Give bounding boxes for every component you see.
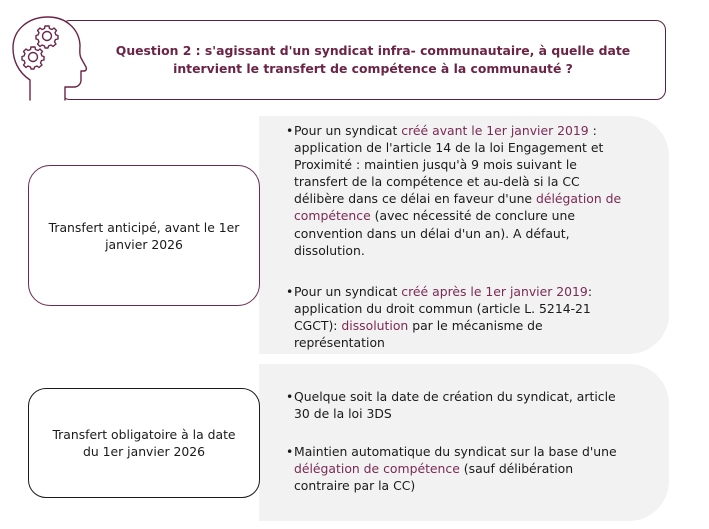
highlight-segment: délégation de compétence	[294, 461, 460, 477]
text-segment: (sauf délibération contraire par la CC)	[294, 461, 574, 494]
stage-label: Transfert obligatoire à la date du 1er janvier 2026	[52, 427, 236, 459]
bullet-icon: •	[286, 283, 294, 299]
text-segment: : application de l'article 14 de la loi Engagement et Proximité : maintien jusqu'à 9 mois suivant le transfert de la compétence et au-delà si la CC délibère dans ce délai en faveur d'une	[294, 123, 604, 207]
bullet-item	[259, 283, 669, 351]
stage-box-mandatory	[28, 388, 260, 498]
head-gears-icon	[10, 14, 88, 102]
highlight-segment: créé avant le 1er janvier 2019	[401, 123, 589, 138]
text-segment: (avec nécessité de conclure une convention dans un délai d'un an). A défaut, dissolution.	[294, 208, 575, 258]
text-segment: par le mécanisme de représentation	[294, 317, 543, 351]
bullet-list	[259, 122, 669, 351]
question-text: Question 2 : s'agissant d'un syndicat infra- communautaire, à quelle date intervient le transfert de compétence à la communauté ?	[115, 43, 631, 76]
stage-label: Transfert anticipé, avant le 1er janvier 2026	[48, 219, 240, 252]
bullet-list	[259, 388, 669, 494]
bullet-icon: •	[286, 389, 294, 404]
details-panel-anticipated	[259, 116, 669, 354]
bullet-item	[259, 388, 669, 422]
stage-box-anticipated	[28, 165, 260, 306]
highlight-segment: créé après le 1er janvier 2019	[401, 283, 588, 299]
bullet-item	[259, 443, 669, 494]
bullet-icon: •	[286, 444, 294, 460]
text-segment: Maintien automatique du syndicat sur la base d'une	[294, 444, 617, 460]
question-box	[60, 20, 666, 100]
details-panel-mandatory	[259, 364, 669, 521]
text-segment: Quelque soit la date de création du syndicat, article 30 de la loi 3DS	[294, 389, 616, 422]
highlight-segment: dissolution	[341, 317, 409, 333]
bullet-icon: •	[286, 123, 294, 138]
bullet-item	[259, 122, 669, 259]
text-segment: Pour un syndicat	[294, 283, 402, 299]
text-segment: Pour un syndicat	[294, 123, 402, 138]
text-segment: : application du droit commun (article L. 5214-21 CGCT):	[294, 283, 592, 333]
highlight-segment: délégation de compétence	[294, 191, 622, 224]
